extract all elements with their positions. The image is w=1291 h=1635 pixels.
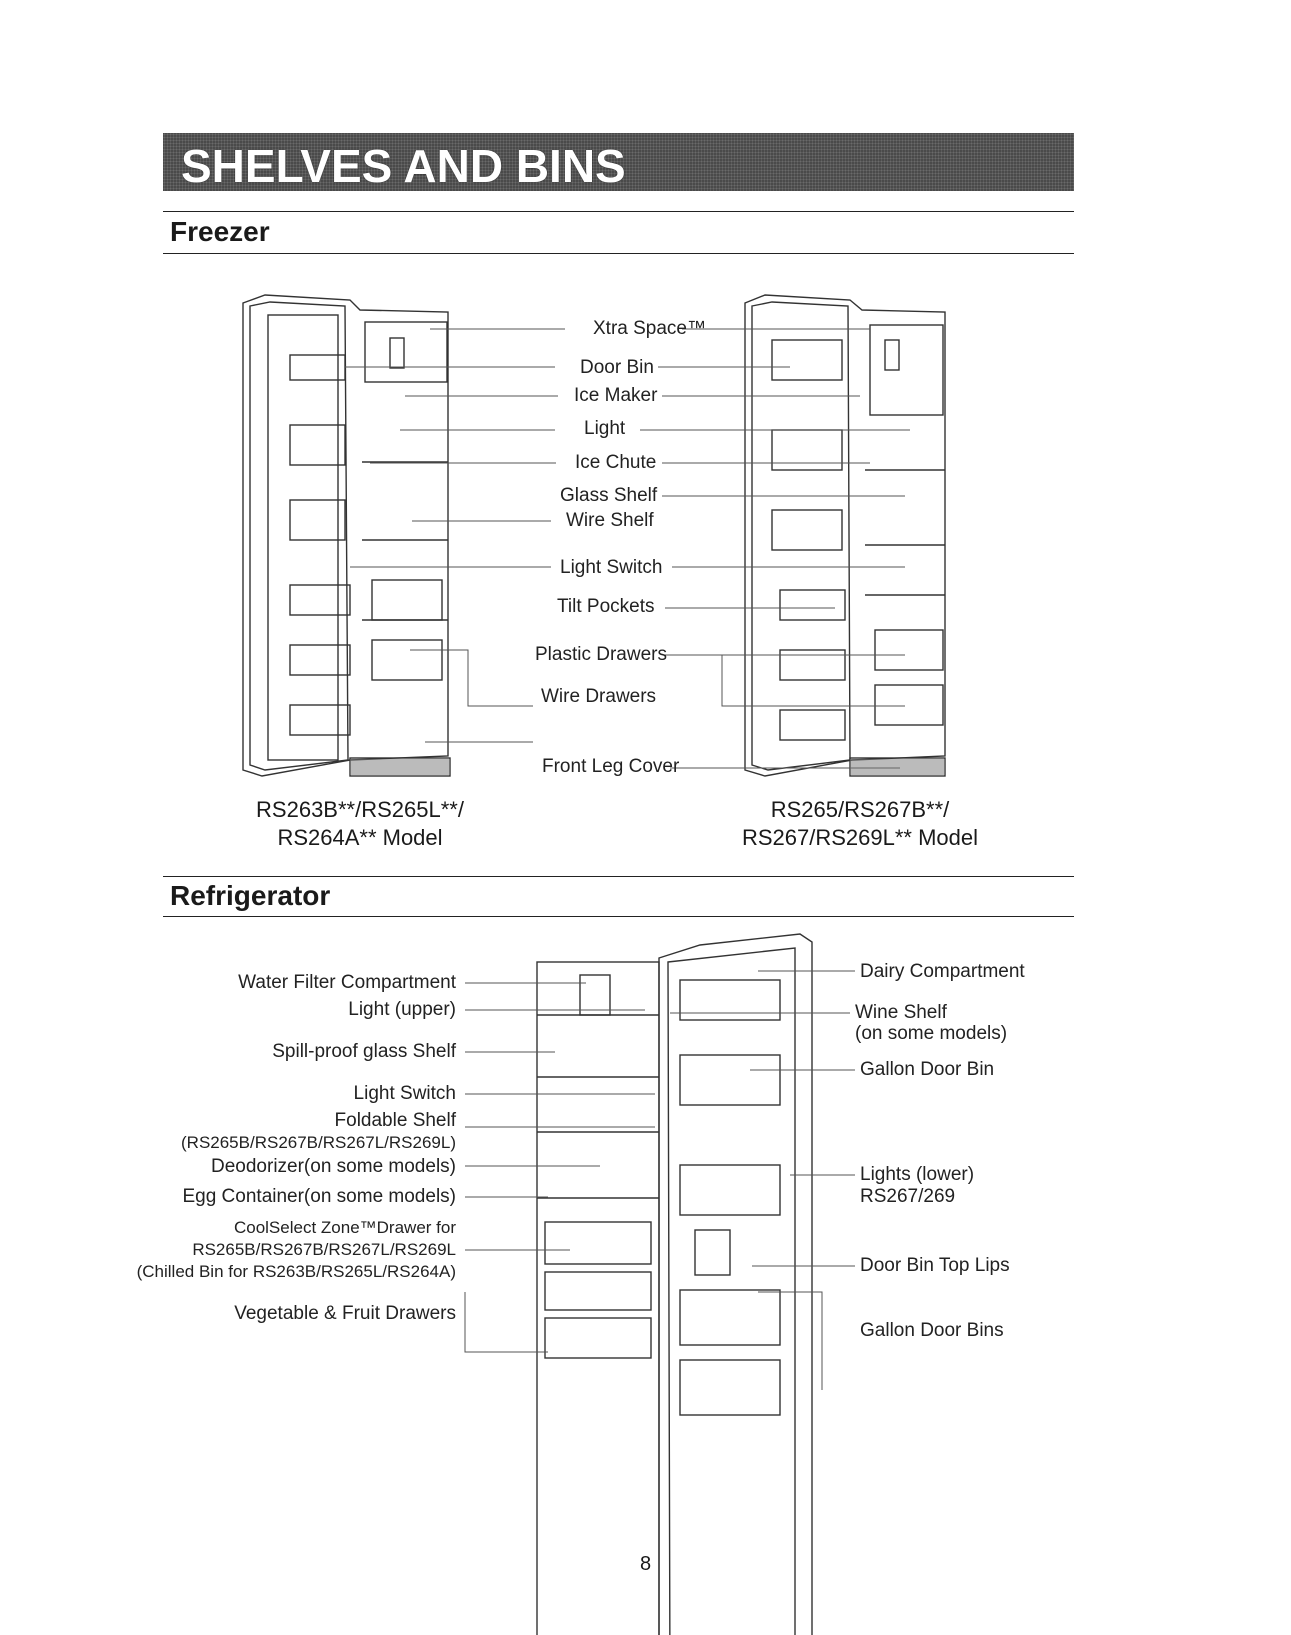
label-plastic-drawers: Plastic Drawers	[535, 644, 667, 665]
label-gallon-door-bin: Gallon Door Bin	[860, 1059, 995, 1080]
refrigerator-bottom-rule	[163, 916, 1074, 917]
label-door-bin-top-lips: Door Bin Top Lips	[860, 1255, 1010, 1276]
label-gallon-door-bins: Gallon Door Bins	[860, 1320, 1004, 1341]
label-ice-chute: Ice Chute	[575, 452, 657, 473]
refrigerator-top-rule	[163, 876, 1074, 877]
label-xtra-space: Xtra Space™	[593, 318, 706, 339]
label-foldable-shelf: Foldable Shelf	[334, 1110, 456, 1131]
label-front-leg-cover: Front Leg Cover	[542, 756, 680, 777]
freezer-heading: Freezer	[170, 216, 270, 247]
label-foldable-models: (RS265B/RS267B/RS267L/RS269L)	[181, 1133, 456, 1152]
model-left-line2: RS264A** Model	[277, 825, 443, 850]
label-wire-drawers: Wire Drawers	[541, 686, 657, 707]
label-wine-shelf: Wine Shelf	[855, 1002, 947, 1023]
label-light-upper: Light (upper)	[348, 999, 456, 1020]
label-wire-shelf: Wire Shelf	[566, 510, 654, 531]
model-caption-left	[200, 796, 520, 852]
label-tilt-pockets: Tilt Pockets	[557, 596, 655, 617]
label-deodorizer: Deodorizer(on some models)	[211, 1156, 456, 1177]
page-title: SHELVES AND BINS	[181, 140, 626, 192]
label-spill-shelf: Spill-proof glass Shelf	[272, 1041, 456, 1062]
label-coolselect-3: (Chilled Bin for RS263B/RS265L/RS264A)	[136, 1262, 456, 1281]
model-right-line1: RS265/RS267B**/	[770, 797, 950, 822]
label-light: Light	[584, 418, 626, 439]
label-dairy: Dairy Compartment	[860, 961, 1025, 982]
label-lights-lower: Lights (lower)	[860, 1164, 975, 1185]
label-water-filter: Water Filter Compartment	[238, 972, 456, 993]
label-coolselect-2: RS265B/RS267B/RS267L/RS269L	[192, 1240, 456, 1259]
label-ice-maker: Ice Maker	[574, 385, 658, 406]
label-veg-drawers: Vegetable & Fruit Drawers	[234, 1303, 456, 1324]
label-light-switch: Light Switch	[560, 557, 663, 578]
refrigerator-illustration	[537, 934, 812, 1635]
label-egg-container: Egg Container(on some models)	[182, 1186, 456, 1207]
model-left-line1: RS263B**/RS265L**/	[256, 797, 464, 822]
model-right-line2: RS267/RS269L** Model	[741, 825, 979, 850]
page-number: 8	[639, 1553, 652, 1575]
label-light-switch-fridge: Light Switch	[353, 1083, 456, 1104]
refrigerator-heading: Refrigerator	[170, 880, 331, 911]
label-lights-lower-models: RS267/269	[860, 1186, 956, 1207]
model-caption-right	[700, 796, 1020, 852]
label-wine-note: (on some models)	[855, 1023, 1008, 1044]
label-coolselect-1: CoolSelect Zone™Drawer for	[233, 1218, 456, 1237]
label-door-bin: Door Bin	[580, 357, 654, 378]
label-glass-shelf: Glass Shelf	[560, 485, 658, 506]
